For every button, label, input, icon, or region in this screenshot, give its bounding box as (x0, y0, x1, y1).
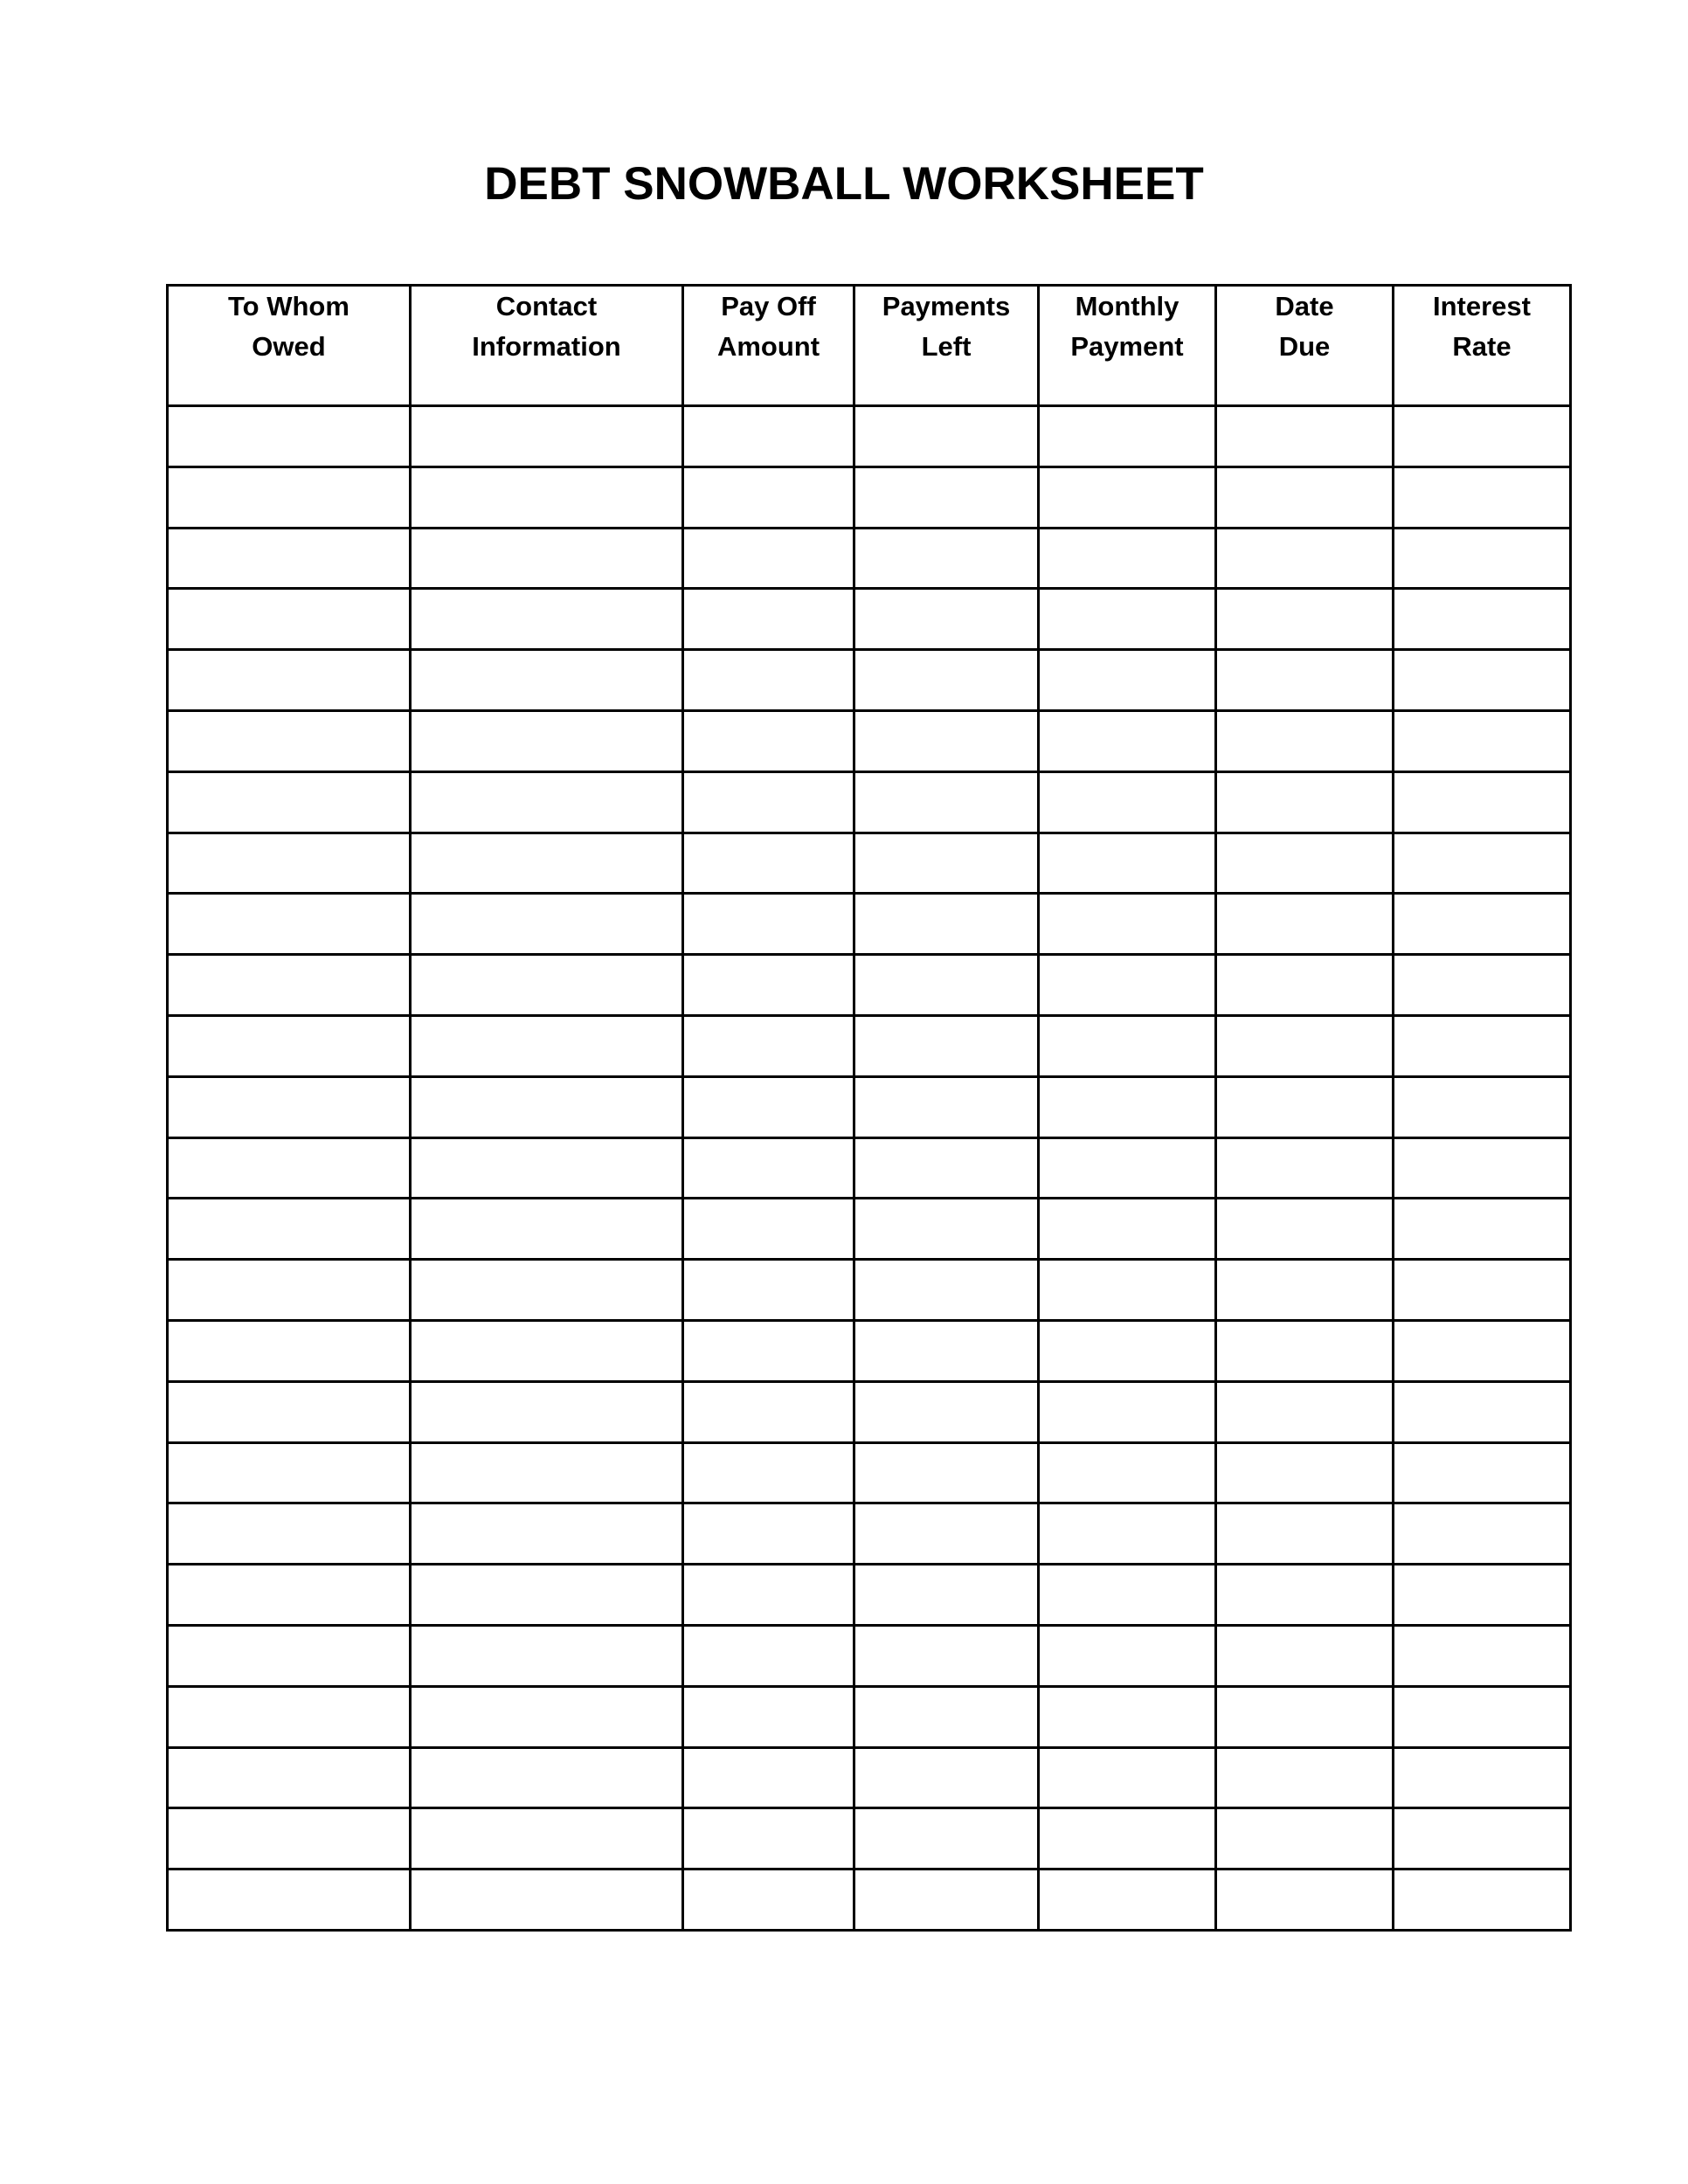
empty-cell (1216, 467, 1394, 528)
empty-cell (1216, 1870, 1394, 1931)
empty-cell (1394, 955, 1571, 1016)
empty-cell (1216, 894, 1394, 955)
empty-cell (1216, 406, 1394, 467)
empty-cell (1216, 1015, 1394, 1076)
empty-cell (1039, 1686, 1216, 1747)
empty-cell (411, 894, 683, 955)
empty-cell (1039, 1747, 1216, 1808)
empty-row (168, 833, 1571, 894)
empty-cell (683, 771, 854, 833)
empty-cell (1394, 1199, 1571, 1260)
empty-row (168, 894, 1571, 955)
empty-row (168, 467, 1571, 528)
header-line: Left (921, 331, 972, 362)
header-line: Due (1278, 331, 1331, 362)
header-line: Monthly (1075, 291, 1180, 321)
empty-cell (168, 1076, 411, 1137)
empty-cell (168, 955, 411, 1016)
empty-cell (854, 1686, 1039, 1747)
header-line: Pay Off (721, 291, 816, 321)
empty-cell (854, 1076, 1039, 1137)
empty-cell (168, 1870, 411, 1931)
empty-cell (854, 710, 1039, 771)
empty-cell (168, 1686, 411, 1747)
empty-cell (683, 1442, 854, 1503)
empty-cell (411, 771, 683, 833)
empty-cell (1039, 1808, 1216, 1870)
empty-row (168, 589, 1571, 650)
header-line: Interest (1433, 291, 1531, 321)
empty-cell (168, 1747, 411, 1808)
empty-cell (1039, 467, 1216, 528)
empty-cell (854, 1870, 1039, 1931)
debt-snowball-table (166, 284, 1572, 1932)
worksheet-table-body (168, 406, 1571, 1931)
empty-row (168, 710, 1571, 771)
header-line: Date (1275, 291, 1334, 321)
empty-cell (1039, 650, 1216, 711)
empty-row (168, 528, 1571, 589)
empty-cell (411, 1199, 683, 1260)
empty-cell (854, 1137, 1039, 1199)
empty-cell (1039, 1870, 1216, 1931)
empty-cell (1216, 1686, 1394, 1747)
empty-cell (1039, 1381, 1216, 1442)
empty-cell (683, 1076, 854, 1137)
empty-cell (854, 1381, 1039, 1442)
empty-cell (411, 1870, 683, 1931)
empty-cell (168, 1808, 411, 1870)
empty-cell (683, 528, 854, 589)
table-header-row (168, 286, 1571, 406)
empty-row (168, 1320, 1571, 1381)
empty-cell (1394, 1565, 1571, 1626)
empty-cell (1394, 528, 1571, 589)
empty-cell (411, 710, 683, 771)
empty-row (168, 1808, 1571, 1870)
empty-cell (1394, 650, 1571, 711)
empty-cell (1394, 1137, 1571, 1199)
empty-row (168, 1503, 1571, 1565)
empty-row (168, 771, 1571, 833)
empty-cell (1039, 589, 1216, 650)
empty-cell (168, 650, 411, 711)
empty-row (168, 1565, 1571, 1626)
empty-cell (683, 1015, 854, 1076)
empty-cell (1216, 589, 1394, 650)
empty-cell (1216, 1565, 1394, 1626)
column-header-monthly-payment (1039, 286, 1216, 406)
empty-cell (854, 1320, 1039, 1381)
empty-cell (1039, 1137, 1216, 1199)
empty-cell (1394, 1442, 1571, 1503)
empty-cell (411, 406, 683, 467)
column-header-payments-left (854, 286, 1039, 406)
empty-cell (854, 528, 1039, 589)
empty-cell (168, 1015, 411, 1076)
empty-cell (168, 1565, 411, 1626)
empty-cell (683, 1686, 854, 1747)
empty-cell (1216, 650, 1394, 711)
header-line: Rate (1452, 331, 1512, 362)
empty-cell (1039, 1199, 1216, 1260)
empty-row (168, 1747, 1571, 1808)
empty-cell (683, 589, 854, 650)
empty-cell (854, 589, 1039, 650)
empty-cell (1039, 406, 1216, 467)
empty-cell (411, 589, 683, 650)
empty-cell (1039, 1565, 1216, 1626)
header-line: Contact (495, 291, 598, 321)
empty-cell (1039, 1320, 1216, 1381)
empty-cell (683, 1320, 854, 1381)
empty-cell (411, 1381, 683, 1442)
column-header-interest-rate (1394, 286, 1571, 406)
empty-cell (411, 833, 683, 894)
empty-cell (1394, 1747, 1571, 1808)
empty-cell (1216, 771, 1394, 833)
empty-row (168, 1137, 1571, 1199)
empty-cell (411, 1015, 683, 1076)
empty-cell (1394, 406, 1571, 467)
empty-cell (1039, 1442, 1216, 1503)
empty-row (168, 1015, 1571, 1076)
empty-cell (168, 1137, 411, 1199)
empty-row (168, 1076, 1571, 1137)
empty-cell (411, 1320, 683, 1381)
empty-cell (683, 1503, 854, 1565)
empty-cell (683, 1137, 854, 1199)
empty-row (168, 1260, 1571, 1321)
empty-cell (854, 955, 1039, 1016)
empty-cell (1216, 1137, 1394, 1199)
empty-cell (1039, 894, 1216, 955)
empty-cell (411, 467, 683, 528)
empty-cell (683, 1808, 854, 1870)
empty-cell (1394, 1625, 1571, 1686)
empty-row (168, 1442, 1571, 1503)
table-header (168, 286, 1571, 406)
empty-cell (411, 1686, 683, 1747)
empty-cell (1039, 710, 1216, 771)
column-header-contact-information (411, 286, 683, 406)
empty-cell (683, 710, 854, 771)
header-line: Payment (1070, 331, 1184, 362)
empty-cell (854, 650, 1039, 711)
empty-cell (1394, 833, 1571, 894)
empty-cell (1039, 1015, 1216, 1076)
empty-cell (1394, 894, 1571, 955)
empty-cell (854, 406, 1039, 467)
empty-cell (683, 1625, 854, 1686)
empty-cell (1394, 1260, 1571, 1321)
column-header-to-whom-owed (168, 286, 411, 406)
empty-cell (854, 1625, 1039, 1686)
empty-cell (1216, 1381, 1394, 1442)
empty-cell (168, 833, 411, 894)
empty-cell (683, 894, 854, 955)
empty-cell (168, 894, 411, 955)
empty-cell (168, 406, 411, 467)
empty-cell (1039, 955, 1216, 1016)
empty-cell (1039, 1503, 1216, 1565)
empty-cell (854, 894, 1039, 955)
empty-cell (168, 1503, 411, 1565)
empty-cell (168, 771, 411, 833)
empty-cell (1216, 1503, 1394, 1565)
empty-cell (854, 1565, 1039, 1626)
empty-cell (854, 1015, 1039, 1076)
empty-cell (168, 589, 411, 650)
empty-cell (1039, 1625, 1216, 1686)
empty-cell (854, 467, 1039, 528)
empty-cell (411, 1565, 683, 1626)
empty-cell (854, 1199, 1039, 1260)
empty-cell (683, 1565, 854, 1626)
empty-cell (854, 1442, 1039, 1503)
empty-cell (411, 528, 683, 589)
header-line: Amount (716, 331, 820, 362)
empty-cell (411, 1625, 683, 1686)
empty-cell (1394, 1320, 1571, 1381)
empty-cell (411, 1442, 683, 1503)
empty-row (168, 1870, 1571, 1931)
empty-cell (683, 1260, 854, 1321)
empty-row (168, 1686, 1571, 1747)
empty-cell (1216, 1260, 1394, 1321)
empty-cell (168, 710, 411, 771)
empty-row (168, 650, 1571, 711)
empty-cell (1216, 1199, 1394, 1260)
empty-cell (1216, 1747, 1394, 1808)
empty-cell (1394, 1381, 1571, 1442)
empty-cell (1039, 1076, 1216, 1137)
empty-cell (1216, 833, 1394, 894)
empty-cell (1216, 528, 1394, 589)
empty-cell (1216, 955, 1394, 1016)
header-line: Owed (252, 331, 326, 362)
empty-cell (683, 955, 854, 1016)
empty-row (168, 1625, 1571, 1686)
empty-cell (1394, 1686, 1571, 1747)
empty-cell (1039, 833, 1216, 894)
empty-cell (1394, 1870, 1571, 1931)
empty-cell (411, 1260, 683, 1321)
empty-cell (1216, 1625, 1394, 1686)
empty-cell (854, 1260, 1039, 1321)
empty-row (168, 1199, 1571, 1260)
empty-cell (1216, 1076, 1394, 1137)
empty-cell (168, 1199, 411, 1260)
empty-cell (1216, 1442, 1394, 1503)
empty-cell (683, 1199, 854, 1260)
empty-cell (411, 1808, 683, 1870)
empty-cell (411, 1503, 683, 1565)
header-line: Information (472, 331, 621, 362)
empty-cell (168, 1442, 411, 1503)
empty-cell (1039, 771, 1216, 833)
empty-cell (1394, 710, 1571, 771)
empty-cell (1394, 1808, 1571, 1870)
empty-cell (854, 1747, 1039, 1808)
empty-cell (411, 955, 683, 1016)
empty-cell (683, 1381, 854, 1442)
empty-cell (411, 1076, 683, 1137)
empty-cell (683, 833, 854, 894)
empty-cell (1394, 467, 1571, 528)
empty-cell (1216, 710, 1394, 771)
empty-cell (1394, 771, 1571, 833)
empty-cell (168, 1381, 411, 1442)
empty-cell (1216, 1320, 1394, 1381)
empty-cell (854, 1503, 1039, 1565)
empty-cell (1394, 1015, 1571, 1076)
header-line: Payments (882, 291, 1011, 321)
empty-cell (683, 467, 854, 528)
empty-cell (411, 1747, 683, 1808)
empty-cell (683, 650, 854, 711)
empty-cell (683, 406, 854, 467)
empty-cell (683, 1870, 854, 1931)
empty-cell (854, 1808, 1039, 1870)
empty-cell (411, 650, 683, 711)
empty-cell (854, 771, 1039, 833)
column-header-date-due (1216, 286, 1394, 406)
empty-cell (1039, 528, 1216, 589)
empty-cell (1039, 1260, 1216, 1321)
empty-cell (168, 1320, 411, 1381)
empty-cell (1394, 1503, 1571, 1565)
empty-cell (1394, 589, 1571, 650)
empty-cell (411, 1137, 683, 1199)
empty-cell (1216, 1808, 1394, 1870)
empty-cell (1394, 1076, 1571, 1137)
column-header-pay-off-amount (683, 286, 854, 406)
empty-cell (683, 1747, 854, 1808)
empty-cell (168, 528, 411, 589)
empty-row (168, 955, 1571, 1016)
page-title: DEBT SNOWBALL WORKSHEET (484, 158, 1204, 210)
header-line: To Whom (228, 291, 349, 321)
empty-cell (854, 833, 1039, 894)
empty-cell (168, 467, 411, 528)
empty-row (168, 406, 1571, 467)
empty-cell (168, 1625, 411, 1686)
empty-row (168, 1381, 1571, 1442)
empty-cell (168, 1260, 411, 1321)
